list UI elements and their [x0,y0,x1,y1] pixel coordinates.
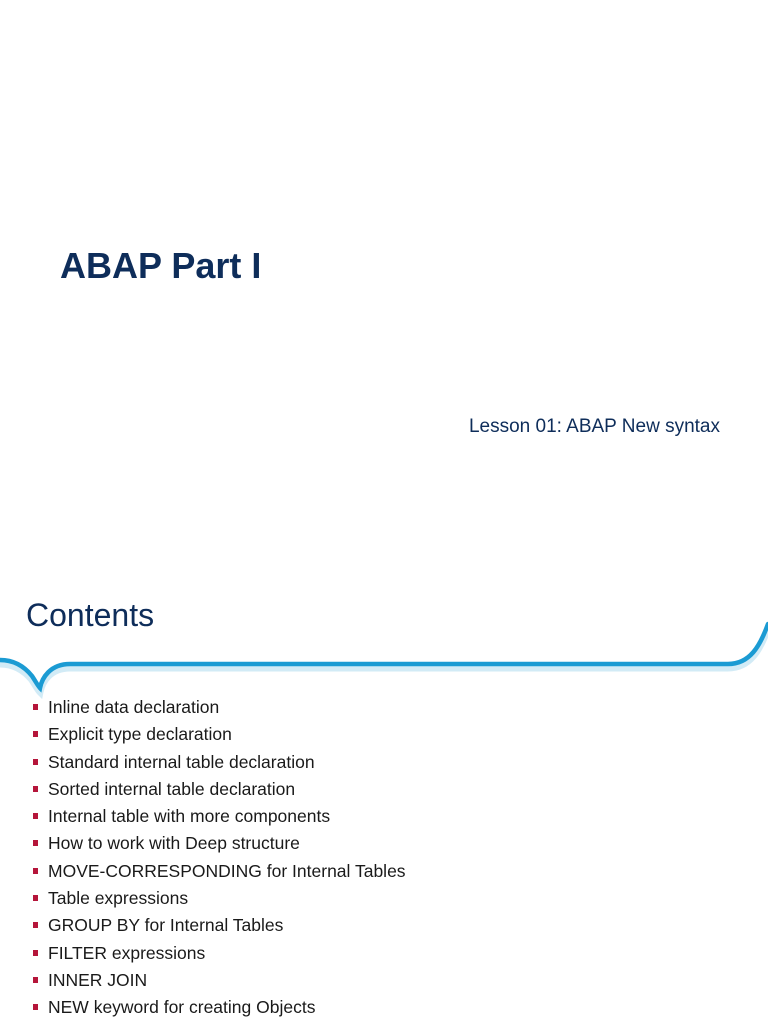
list-item [33,912,406,939]
list-item-text: MOVE-CORRESPONDING for Internal Tables [48,860,406,881]
list-item-text: Inline data declaration [48,697,220,717]
list-item [33,967,406,994]
list-item [33,749,406,776]
list-item-text: FILTER expressions [48,942,206,963]
list-item [33,830,406,857]
list-item [33,803,406,830]
list-item [33,940,406,967]
list-item-text: NEW keyword for creating Objects [48,997,316,1018]
list-item [33,885,406,912]
list-item-text: GROUP BY for Internal Tables [48,915,284,936]
list-item [33,858,406,885]
list-item-text: Sorted internal table declaration [48,778,296,799]
divider-curve [0,624,768,688]
slide-subtitle: Lesson 01: ABAP New syntax [468,416,720,437]
list-item [33,994,406,1021]
list-item-text: Standard internal table declaration [48,751,315,772]
bullet-square-icon [33,895,38,901]
bullet-square-icon [33,1004,38,1010]
list-item [33,721,406,748]
contents-heading: Contents [26,597,155,633]
bullet-square-icon [33,786,38,792]
bullet-square-icon [33,950,38,956]
list-item-text: Explicit type declaration [48,724,232,745]
bullet-square-icon [33,731,38,737]
bullet-square-icon [33,977,38,983]
list-item [33,694,406,721]
divider-curve-shadow [0,628,768,692]
list-item [33,776,406,803]
contents-slide [0,576,768,1024]
contents-list [33,694,406,1022]
bullet-square-icon [33,868,38,874]
list-item-text: INNER JOIN [48,969,148,990]
bullet-square-icon [33,922,38,928]
slide-title: ABAP Part I [60,245,262,286]
bullet-square-icon [33,813,38,819]
bullet-square-icon [33,704,38,710]
bullet-square-icon [33,840,38,846]
bullet-square-icon [33,759,38,765]
list-item-text: Table expressions [48,888,189,909]
list-item-text: How to work with Deep structure [48,833,300,854]
list-item-text: Internal table with more components [48,806,331,827]
